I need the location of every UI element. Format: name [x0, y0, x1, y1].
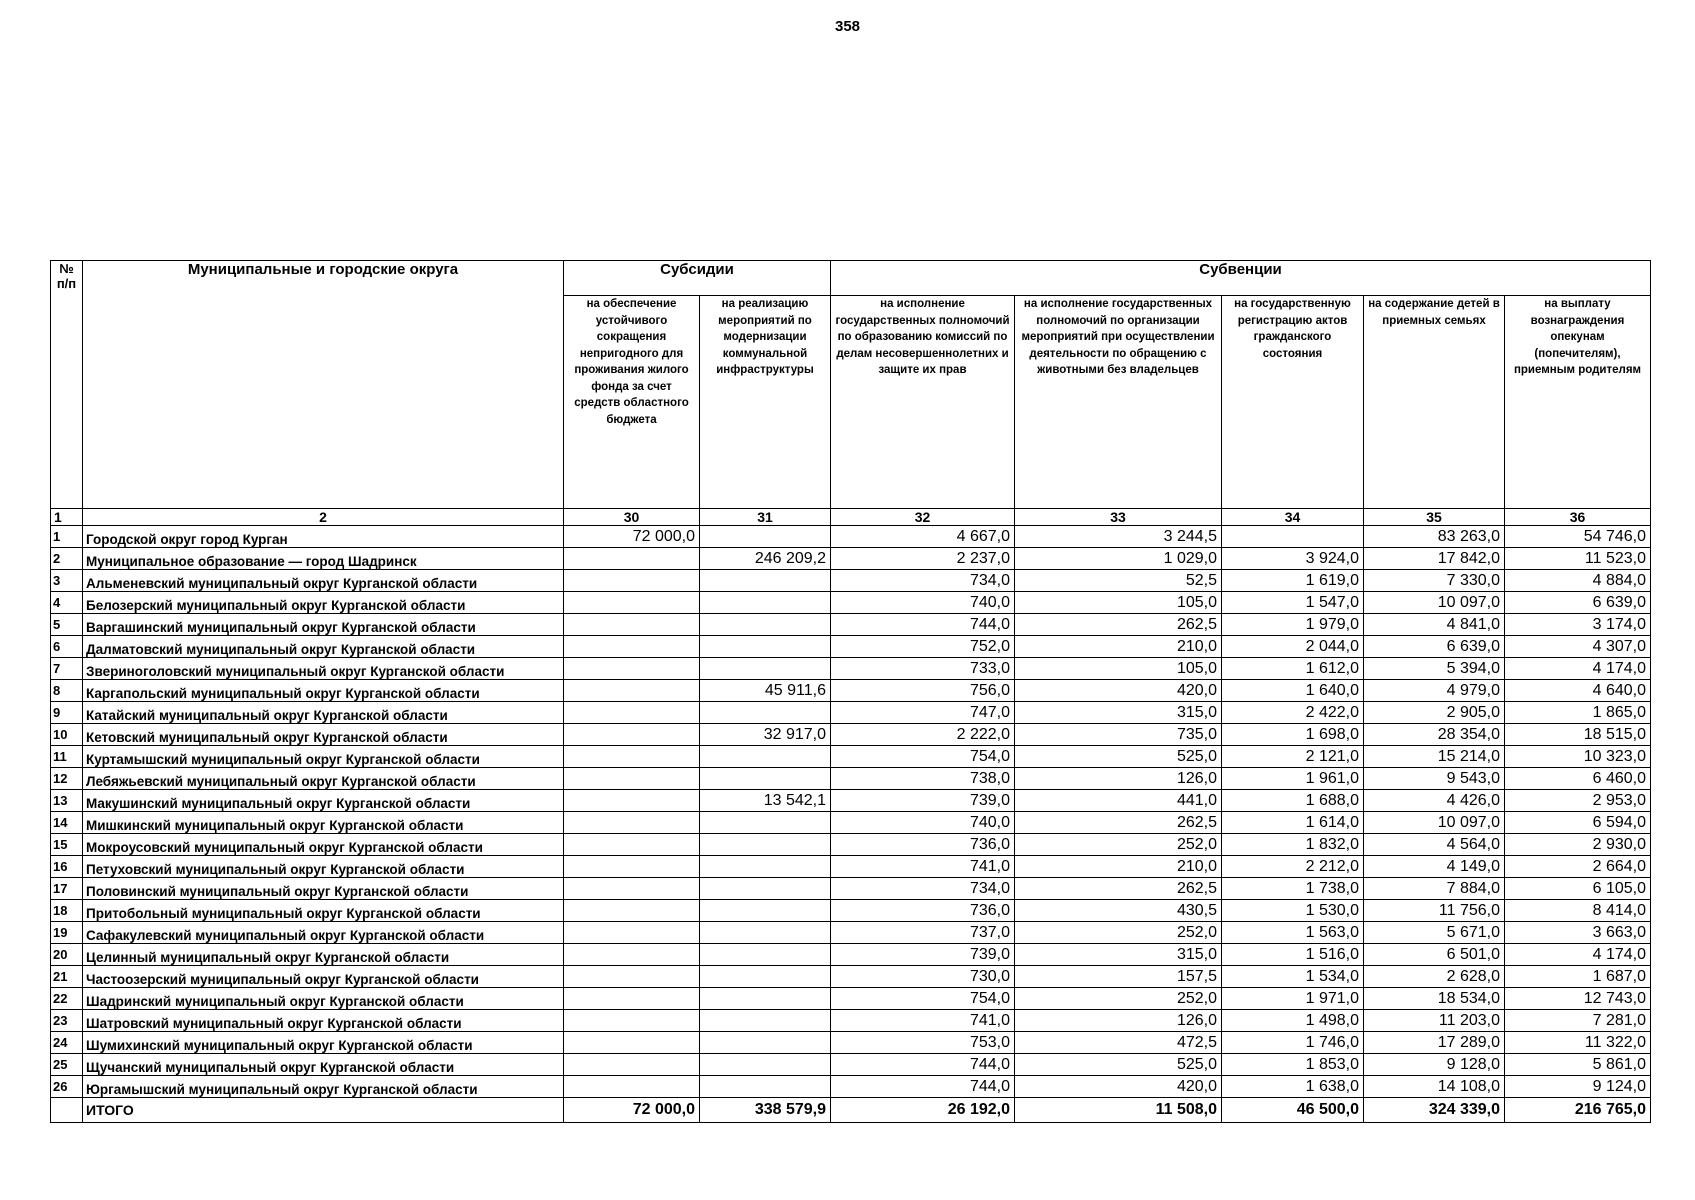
row-name: Лебяжьевский муниципальный округ Курганской области — [83, 768, 564, 790]
colnum-35: 35 — [1364, 509, 1505, 526]
row-c33: 252,0 — [1015, 834, 1222, 856]
colnum-31: 31 — [700, 509, 831, 526]
row-c32: 4 667,0 — [831, 526, 1015, 548]
row-c33: 157,5 — [1015, 966, 1222, 988]
row-c34: 1 853,0 — [1222, 1054, 1364, 1076]
row-c36: 5 861,0 — [1505, 1054, 1651, 1076]
row-c34: 1 612,0 — [1222, 658, 1364, 680]
row-c35: 11 203,0 — [1364, 1010, 1505, 1032]
header-num: № п/п — [51, 261, 83, 509]
row-c32: 739,0 — [831, 790, 1015, 812]
row-c35: 4 564,0 — [1364, 834, 1505, 856]
row-c34: 1 563,0 — [1222, 922, 1364, 944]
row-c31 — [700, 988, 831, 1010]
row-c33: 525,0 — [1015, 1054, 1222, 1076]
row-c35: 9 543,0 — [1364, 768, 1505, 790]
row-c33: 420,0 — [1015, 680, 1222, 702]
row-c31 — [700, 658, 831, 680]
row-c32: 754,0 — [831, 746, 1015, 768]
header-col30: на обеспечение устойчивого сокращения непригодного для проживания жилого фонда за счет средств областного бюджета — [564, 296, 700, 509]
row-c30 — [564, 592, 700, 614]
row-c31: 246 209,2 — [700, 548, 831, 570]
row-name: Шумихинский муниципальный округ Курганской области — [83, 1032, 564, 1054]
row-c32: 740,0 — [831, 592, 1015, 614]
table-row — [51, 1032, 1651, 1054]
row-c32: 741,0 — [831, 856, 1015, 878]
row-c36: 9 124,0 — [1505, 1076, 1651, 1098]
row-index: 19 — [51, 922, 83, 944]
row-c36: 11 523,0 — [1505, 548, 1651, 570]
total-c35: 324 339,0 — [1364, 1098, 1505, 1123]
row-name: Альменевский муниципальный округ Курганской области — [83, 570, 564, 592]
header-subsidies: Субсидии — [564, 261, 831, 296]
colnum-33: 33 — [1015, 509, 1222, 526]
row-c35: 4 149,0 — [1364, 856, 1505, 878]
row-c32: 754,0 — [831, 988, 1015, 1010]
row-c33: 252,0 — [1015, 922, 1222, 944]
row-c33: 105,0 — [1015, 592, 1222, 614]
header-col34: на государственную регистрацию актов гражданского состояния — [1222, 296, 1364, 509]
row-index: 2 — [51, 548, 83, 570]
row-c34: 1 979,0 — [1222, 614, 1364, 636]
row-c30 — [564, 922, 700, 944]
row-c32: 738,0 — [831, 768, 1015, 790]
row-c36: 12 743,0 — [1505, 988, 1651, 1010]
row-name: Кетовский муниципальный округ Курганской области — [83, 724, 564, 746]
row-name: Мишкинский муниципальный округ Курганской области — [83, 812, 564, 834]
row-c32: 752,0 — [831, 636, 1015, 658]
row-name: Макушинский муниципальный округ Курганской области — [83, 790, 564, 812]
row-c30 — [564, 966, 700, 988]
row-c30 — [564, 570, 700, 592]
row-c31: 13 542,1 — [700, 790, 831, 812]
row-c36: 4 174,0 — [1505, 944, 1651, 966]
row-c31 — [700, 966, 831, 988]
row-c30 — [564, 548, 700, 570]
row-c31: 32 917,0 — [700, 724, 831, 746]
budget-table — [50, 260, 1651, 1123]
row-index: 12 — [51, 768, 83, 790]
row-c36: 11 322,0 — [1505, 1032, 1651, 1054]
row-c30 — [564, 680, 700, 702]
row-c34: 1 614,0 — [1222, 812, 1364, 834]
row-c36: 4 174,0 — [1505, 658, 1651, 680]
total-index — [51, 1098, 83, 1123]
row-index: 8 — [51, 680, 83, 702]
row-name: Притобольный муниципальный округ Курганской области — [83, 900, 564, 922]
total-c30: 72 000,0 — [564, 1098, 700, 1123]
row-index: 24 — [51, 1032, 83, 1054]
table-row — [51, 658, 1651, 680]
row-c31 — [700, 636, 831, 658]
row-index: 13 — [51, 790, 83, 812]
row-c35: 15 214,0 — [1364, 746, 1505, 768]
header-col32: на исполнение государственных полномочий по образованию комиссий по делам несовершеннолетних и защите их прав — [831, 296, 1015, 509]
row-c31 — [700, 702, 831, 724]
table-row — [51, 768, 1651, 790]
table-row — [51, 900, 1651, 922]
row-c36: 54 746,0 — [1505, 526, 1651, 548]
row-c35: 18 534,0 — [1364, 988, 1505, 1010]
table-row — [51, 834, 1651, 856]
row-c32: 736,0 — [831, 900, 1015, 922]
header-col31: на реализацию мероприятий по модернизации коммунальной инфраструктуры — [700, 296, 831, 509]
row-c34: 3 924,0 — [1222, 548, 1364, 570]
row-index: 11 — [51, 746, 83, 768]
row-c34: 1 738,0 — [1222, 878, 1364, 900]
row-c34: 1 534,0 — [1222, 966, 1364, 988]
row-c33: 210,0 — [1015, 636, 1222, 658]
header-row-groups — [51, 261, 1651, 296]
row-c33: 262,5 — [1015, 614, 1222, 636]
row-c30 — [564, 636, 700, 658]
table-row — [51, 702, 1651, 724]
row-c32: 736,0 — [831, 834, 1015, 856]
row-name: Петуховский муниципальный округ Курганской области — [83, 856, 564, 878]
row-c33: 252,0 — [1015, 988, 1222, 1010]
header-col33: на исполнение государственных полномочий по организации мероприятий при осуществлении деятельности по обращению с животными без владельцев — [1015, 296, 1222, 509]
row-c32: 739,0 — [831, 944, 1015, 966]
row-c34: 1 688,0 — [1222, 790, 1364, 812]
row-index: 14 — [51, 812, 83, 834]
row-c35: 6 639,0 — [1364, 636, 1505, 658]
row-c35: 4 979,0 — [1364, 680, 1505, 702]
row-c30 — [564, 812, 700, 834]
colnum-36: 36 — [1505, 509, 1651, 526]
row-c33: 3 244,5 — [1015, 526, 1222, 548]
row-c35: 11 756,0 — [1364, 900, 1505, 922]
row-c35: 5 394,0 — [1364, 658, 1505, 680]
row-c30: 72 000,0 — [564, 526, 700, 548]
row-c33: 315,0 — [1015, 944, 1222, 966]
row-c34: 2 212,0 — [1222, 856, 1364, 878]
table-row — [51, 812, 1651, 834]
row-name: Шатровский муниципальный округ Курганской области — [83, 1010, 564, 1032]
row-c34: 1 640,0 — [1222, 680, 1364, 702]
row-c32: 737,0 — [831, 922, 1015, 944]
row-c35: 7 884,0 — [1364, 878, 1505, 900]
row-name: Далматовский муниципальный округ Курганской области — [83, 636, 564, 658]
row-c35: 5 671,0 — [1364, 922, 1505, 944]
row-c35: 4 841,0 — [1364, 614, 1505, 636]
row-c36: 2 930,0 — [1505, 834, 1651, 856]
row-name: Юргамышский муниципальный округ Курганской области — [83, 1076, 564, 1098]
row-c36: 8 414,0 — [1505, 900, 1651, 922]
table-row — [51, 746, 1651, 768]
row-c30 — [564, 790, 700, 812]
row-c31: 45 911,6 — [700, 680, 831, 702]
row-name: Щучанский муниципальный округ Курганской области — [83, 1054, 564, 1076]
row-name: Варгашинский муниципальный округ Курганской области — [83, 614, 564, 636]
row-index: 15 — [51, 834, 83, 856]
row-c36: 3 174,0 — [1505, 614, 1651, 636]
row-index: 25 — [51, 1054, 83, 1076]
row-c36: 6 105,0 — [1505, 878, 1651, 900]
row-c31 — [700, 1032, 831, 1054]
row-c35: 6 501,0 — [1364, 944, 1505, 966]
row-c31 — [700, 570, 831, 592]
row-c35: 14 108,0 — [1364, 1076, 1505, 1098]
row-c35: 17 842,0 — [1364, 548, 1505, 570]
row-c32: 2 237,0 — [831, 548, 1015, 570]
table-row — [51, 570, 1651, 592]
row-index: 20 — [51, 944, 83, 966]
row-c33: 262,5 — [1015, 812, 1222, 834]
row-index: 21 — [51, 966, 83, 988]
row-c34: 1 832,0 — [1222, 834, 1364, 856]
table-row — [51, 1054, 1651, 1076]
row-c32: 744,0 — [831, 614, 1015, 636]
row-c31 — [700, 878, 831, 900]
row-c32: 730,0 — [831, 966, 1015, 988]
row-name: Половинский муниципальный округ Курганской области — [83, 878, 564, 900]
row-c32: 741,0 — [831, 1010, 1015, 1032]
row-c34: 2 044,0 — [1222, 636, 1364, 658]
row-c34: 1 746,0 — [1222, 1032, 1364, 1054]
row-index: 6 — [51, 636, 83, 658]
row-name: Частоозерский муниципальный округ Курганской области — [83, 966, 564, 988]
table-row — [51, 988, 1651, 1010]
row-c31 — [700, 592, 831, 614]
table-row — [51, 592, 1651, 614]
row-c33: 525,0 — [1015, 746, 1222, 768]
row-c33: 210,0 — [1015, 856, 1222, 878]
row-c36: 4 307,0 — [1505, 636, 1651, 658]
table-row — [51, 1076, 1651, 1098]
row-index: 16 — [51, 856, 83, 878]
row-index: 10 — [51, 724, 83, 746]
row-c36: 10 323,0 — [1505, 746, 1651, 768]
total-c36: 216 765,0 — [1505, 1098, 1651, 1123]
row-c36: 2 664,0 — [1505, 856, 1651, 878]
row-c33: 105,0 — [1015, 658, 1222, 680]
row-c31 — [700, 768, 831, 790]
row-c36: 6 460,0 — [1505, 768, 1651, 790]
total-c34: 46 500,0 — [1222, 1098, 1364, 1123]
row-c33: 52,5 — [1015, 570, 1222, 592]
header-col35: на содержание детей в приемных семьях — [1364, 296, 1505, 509]
table-row — [51, 922, 1651, 944]
row-index: 26 — [51, 1076, 83, 1098]
row-name: Шадринский муниципальный округ Курганской области — [83, 988, 564, 1010]
row-c32: 756,0 — [831, 680, 1015, 702]
row-c35: 17 289,0 — [1364, 1032, 1505, 1054]
row-index: 17 — [51, 878, 83, 900]
row-c31 — [700, 900, 831, 922]
row-c34: 1 961,0 — [1222, 768, 1364, 790]
row-c34: 1 698,0 — [1222, 724, 1364, 746]
header-subventions: Субвенции — [831, 261, 1651, 296]
page-number: 358 — [834, 18, 861, 35]
colnum-1: 1 — [51, 509, 83, 526]
header-name: Муниципальные и городские округа — [83, 261, 564, 509]
table-row — [51, 614, 1651, 636]
table-row — [51, 636, 1651, 658]
row-c31 — [700, 746, 831, 768]
row-c31 — [700, 834, 831, 856]
row-name: Каргапольский муниципальный округ Курганской области — [83, 680, 564, 702]
table-row — [51, 724, 1651, 746]
row-c31 — [700, 1076, 831, 1098]
row-c36: 3 663,0 — [1505, 922, 1651, 944]
row-c30 — [564, 1032, 700, 1054]
row-c35: 28 354,0 — [1364, 724, 1505, 746]
row-c31 — [700, 614, 831, 636]
row-c30 — [564, 724, 700, 746]
row-c34: 1 971,0 — [1222, 988, 1364, 1010]
table-row — [51, 1010, 1651, 1032]
row-c30 — [564, 900, 700, 922]
row-c33: 1 029,0 — [1015, 548, 1222, 570]
row-name: Мокроусовский муниципальный округ Курганской области — [83, 834, 564, 856]
row-c36: 6 639,0 — [1505, 592, 1651, 614]
row-c31 — [700, 1054, 831, 1076]
column-number-row — [51, 509, 1651, 526]
row-c33: 441,0 — [1015, 790, 1222, 812]
total-c33: 11 508,0 — [1015, 1098, 1222, 1123]
row-c36: 6 594,0 — [1505, 812, 1651, 834]
colnum-30: 30 — [564, 509, 700, 526]
row-c31 — [700, 856, 831, 878]
row-c30 — [564, 944, 700, 966]
row-c30 — [564, 834, 700, 856]
total-c32: 26 192,0 — [831, 1098, 1015, 1123]
row-c30 — [564, 1010, 700, 1032]
table-row — [51, 878, 1651, 900]
row-c35: 7 330,0 — [1364, 570, 1505, 592]
row-index: 3 — [51, 570, 83, 592]
row-c36: 7 281,0 — [1505, 1010, 1651, 1032]
total-label: ИТОГО — [83, 1098, 564, 1123]
row-c35: 2 628,0 — [1364, 966, 1505, 988]
row-c30 — [564, 878, 700, 900]
row-c32: 733,0 — [831, 658, 1015, 680]
row-c31 — [700, 922, 831, 944]
row-c30 — [564, 988, 700, 1010]
table-row — [51, 790, 1651, 812]
row-c36: 18 515,0 — [1505, 724, 1651, 746]
row-c32: 734,0 — [831, 570, 1015, 592]
row-c34: 1 638,0 — [1222, 1076, 1364, 1098]
row-index: 7 — [51, 658, 83, 680]
colnum-34: 34 — [1222, 509, 1364, 526]
row-c36: 1 865,0 — [1505, 702, 1651, 724]
row-c33: 126,0 — [1015, 768, 1222, 790]
row-c36: 4 884,0 — [1505, 570, 1651, 592]
row-c34: 2 422,0 — [1222, 702, 1364, 724]
total-row — [51, 1098, 1651, 1123]
row-c35: 9 128,0 — [1364, 1054, 1505, 1076]
row-index: 22 — [51, 988, 83, 1010]
table-row — [51, 966, 1651, 988]
row-c33: 472,5 — [1015, 1032, 1222, 1054]
table-row — [51, 526, 1651, 548]
row-c30 — [564, 702, 700, 724]
row-name: Сафакулевский муниципальный округ Курганской области — [83, 922, 564, 944]
row-c30 — [564, 856, 700, 878]
row-c32: 2 222,0 — [831, 724, 1015, 746]
row-c33: 430,5 — [1015, 900, 1222, 922]
row-c32: 747,0 — [831, 702, 1015, 724]
table-row — [51, 944, 1651, 966]
row-name: Целинный муниципальный округ Курганской области — [83, 944, 564, 966]
row-c33: 262,5 — [1015, 878, 1222, 900]
row-name: Городской округ город Курган — [83, 526, 564, 548]
row-index: 9 — [51, 702, 83, 724]
row-c34: 2 121,0 — [1222, 746, 1364, 768]
row-name: Звериноголовский муниципальный округ Курганской области — [83, 658, 564, 680]
row-c35: 83 263,0 — [1364, 526, 1505, 548]
row-c34: 1 516,0 — [1222, 944, 1364, 966]
row-c31 — [700, 1010, 831, 1032]
row-index: 23 — [51, 1010, 83, 1032]
total-c31: 338 579,9 — [700, 1098, 831, 1123]
row-c34 — [1222, 526, 1364, 548]
row-c32: 744,0 — [831, 1054, 1015, 1076]
row-c33: 735,0 — [1015, 724, 1222, 746]
row-c35: 10 097,0 — [1364, 592, 1505, 614]
table-row — [51, 548, 1651, 570]
row-c34: 1 619,0 — [1222, 570, 1364, 592]
row-c34: 1 530,0 — [1222, 900, 1364, 922]
row-c30 — [564, 658, 700, 680]
colnum-32: 32 — [831, 509, 1015, 526]
row-c30 — [564, 746, 700, 768]
row-c36: 1 687,0 — [1505, 966, 1651, 988]
row-c36: 4 640,0 — [1505, 680, 1651, 702]
row-c30 — [564, 1076, 700, 1098]
colnum-2: 2 — [83, 509, 564, 526]
row-index: 18 — [51, 900, 83, 922]
row-c35: 10 097,0 — [1364, 812, 1505, 834]
row-c32: 753,0 — [831, 1032, 1015, 1054]
row-index: 5 — [51, 614, 83, 636]
row-c30 — [564, 768, 700, 790]
row-c35: 2 905,0 — [1364, 702, 1505, 724]
row-c33: 420,0 — [1015, 1076, 1222, 1098]
row-c32: 744,0 — [831, 1076, 1015, 1098]
row-c31 — [700, 812, 831, 834]
row-c35: 4 426,0 — [1364, 790, 1505, 812]
row-c31 — [700, 526, 831, 548]
row-c33: 315,0 — [1015, 702, 1222, 724]
row-c30 — [564, 1054, 700, 1076]
row-c32: 734,0 — [831, 878, 1015, 900]
row-c34: 1 547,0 — [1222, 592, 1364, 614]
row-c32: 740,0 — [831, 812, 1015, 834]
row-c31 — [700, 944, 831, 966]
row-name: Белозерский муниципальный округ Курганской области — [83, 592, 564, 614]
row-name: Муниципальное образование — город Шадринск — [83, 548, 564, 570]
header-col36: на выплату вознаграждения опекунам (попечителям), приемным родителям — [1505, 296, 1651, 509]
row-index: 4 — [51, 592, 83, 614]
row-c36: 2 953,0 — [1505, 790, 1651, 812]
row-c34: 1 498,0 — [1222, 1010, 1364, 1032]
row-index: 1 — [51, 526, 83, 548]
table-row — [51, 856, 1651, 878]
row-name: Катайский муниципальный округ Курганской области — [83, 702, 564, 724]
row-c30 — [564, 614, 700, 636]
table-row — [51, 680, 1651, 702]
row-name: Куртамышский муниципальный округ Курганской области — [83, 746, 564, 768]
row-c33: 126,0 — [1015, 1010, 1222, 1032]
